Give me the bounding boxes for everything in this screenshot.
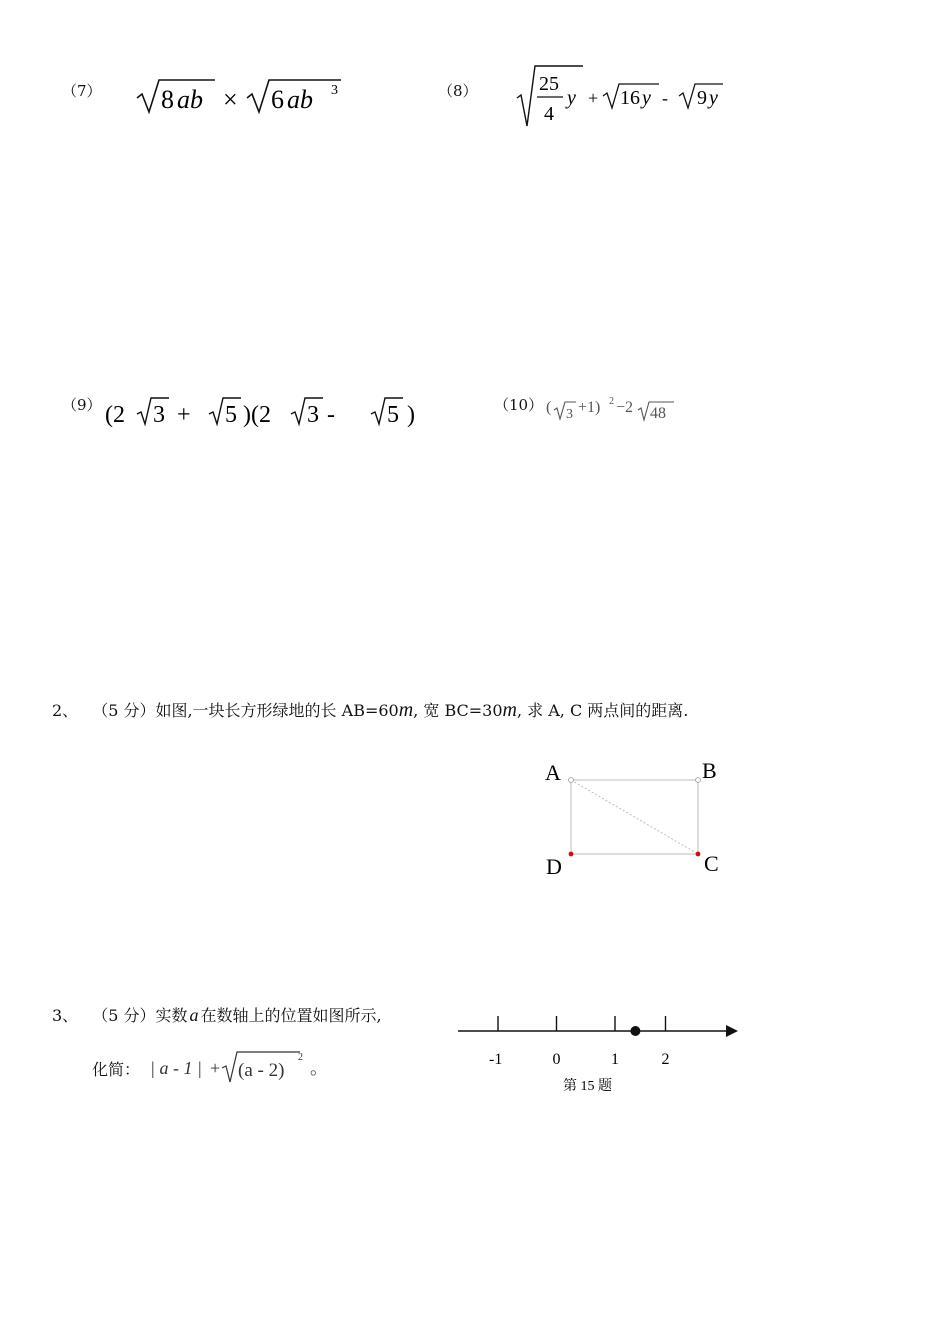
p9-minus: -: [327, 402, 335, 428]
question-3-var: a: [189, 1005, 199, 1025]
p8-var1: y: [567, 87, 576, 109]
p8-term3-var: y: [709, 87, 718, 109]
p8-term2-coef: 16: [620, 87, 640, 109]
p8-frac-den: 4: [544, 103, 554, 125]
p10-minus2: −2: [616, 399, 634, 416]
sqrt-sign-1: [137, 80, 215, 112]
p9-rad4: 5: [387, 402, 399, 428]
p7-exp: 3: [331, 83, 338, 98]
q3-exp: 2: [298, 1052, 303, 1063]
problem-9-number: （9）: [62, 396, 102, 414]
point-d: [569, 852, 574, 857]
rectangle-diagram: [540, 756, 730, 884]
tick-label: 0: [552, 1051, 561, 1068]
diagonal-ac: [571, 780, 698, 854]
question-3-text-a: 实数: [155, 1006, 188, 1025]
p9-plus: +: [177, 402, 191, 428]
problem-7-number: （7）: [62, 82, 102, 100]
problem-7-expression: [135, 70, 350, 120]
label-c: C: [704, 851, 719, 876]
tick-label: 1: [611, 1051, 619, 1068]
p10-exp: 2: [609, 396, 614, 407]
p10-rad2: 48: [650, 405, 666, 422]
question-2-text-b: , 宽 BC=30: [413, 701, 503, 720]
p10-after: +1): [578, 399, 601, 416]
p9-rad1: 3: [153, 402, 165, 428]
p8-minus: -: [662, 88, 668, 108]
q3-rad: (a - 2): [238, 1060, 285, 1081]
point-a-marker: [630, 1026, 640, 1036]
problem-8-number: （8）: [438, 82, 478, 100]
number-line: [450, 1008, 750, 1103]
p8-term2-var: y: [642, 87, 651, 109]
question-2-unit2: m: [502, 699, 517, 721]
tick-label: 2: [661, 1051, 670, 1068]
question-2-text-c: , 求 A, C 两点间的距离.: [516, 701, 689, 720]
simplify-label: 化简：: [92, 1060, 141, 1079]
label-d: D: [546, 854, 562, 879]
point-c: [696, 852, 701, 857]
point-b: [696, 778, 701, 783]
question-3-number: 3、: [52, 1006, 79, 1025]
question-3-expression: [150, 1046, 330, 1088]
figure-caption: 第 15 题: [563, 1079, 612, 1094]
question-3-text: [52, 1003, 382, 1026]
p9-open1: (2: [105, 402, 125, 428]
question-2-unit1: m: [398, 699, 414, 721]
question-2-text: [52, 698, 688, 722]
question-2-text-a: 如图,一块长方形绿地的长 AB=60: [155, 701, 399, 720]
question-2-number: 2、: [52, 701, 79, 720]
p8-term3-coef: 9: [697, 87, 707, 109]
axis-arrow: [726, 1025, 738, 1037]
problem-10-expression: [546, 392, 686, 426]
p9-close: ): [407, 402, 415, 428]
problem-10-number: （10）: [494, 396, 544, 414]
q3-abs: | a - 1 |: [150, 1058, 202, 1078]
p7-vars1: ab: [177, 85, 203, 114]
label-a: A: [545, 760, 561, 785]
label-b: B: [702, 758, 717, 783]
problem-8-expression: [515, 62, 735, 132]
p7-times: ×: [223, 85, 238, 114]
q3-end: 。: [310, 1058, 328, 1078]
p9-rad2: 5: [225, 402, 237, 428]
p8-plus: +: [588, 88, 599, 108]
p9-rad3: 3: [307, 402, 319, 428]
question-2-points: （5 分）: [92, 701, 156, 720]
q3-plus: +: [210, 1058, 221, 1078]
problem-9-expression: [105, 392, 435, 436]
p9-mid: )(2: [243, 402, 271, 428]
point-a: [569, 778, 574, 783]
p10-open: (: [546, 399, 552, 416]
question-3-points: （5 分）: [92, 1006, 156, 1025]
tick-label: -1: [489, 1051, 503, 1068]
p10-rad1: 3: [566, 407, 573, 422]
p7-vars2: ab: [287, 85, 313, 114]
p8-frac-num: 25: [539, 73, 559, 95]
p7-coef2: 6: [271, 85, 284, 114]
p7-coef1: 8: [161, 85, 174, 114]
question-3-text-b: 在数轴上的位置如图所示,: [200, 1006, 382, 1025]
